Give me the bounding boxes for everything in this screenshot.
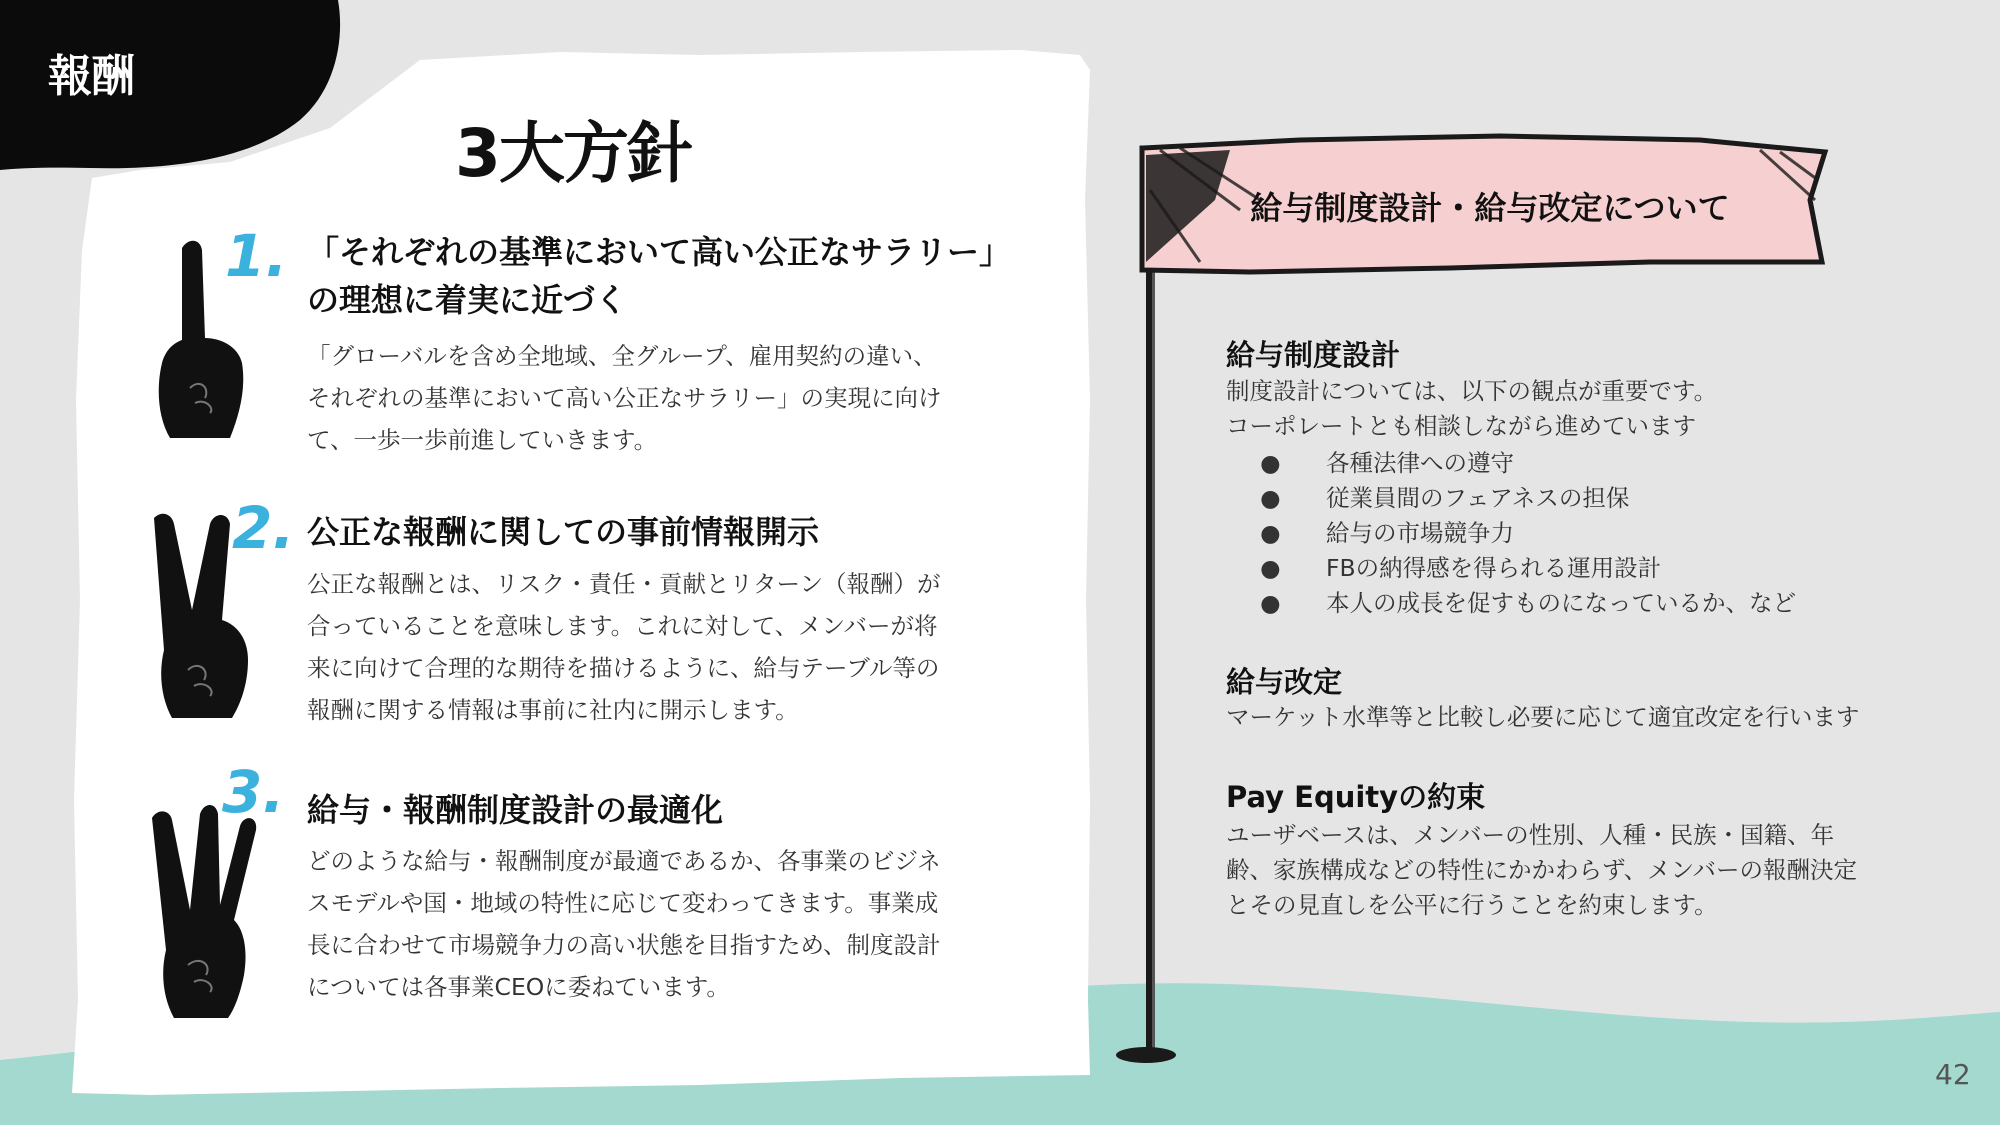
page-number: 42 [1935,1058,1971,1091]
policy-body-3 [307,840,997,1008]
policy-title-2: 公正な報酬に関しての事前情報開示 [307,513,820,551]
list-item-text: 本人の成長を促すものになっているか、など [1326,589,1796,617]
bullet-icon: ● [1260,554,1281,582]
list-item-text: 各種法律への遵守 [1326,449,1514,477]
section-label: 報酬 [48,51,134,102]
policy-body-1-line: 「グローバルを含め全地域、全グループ、雇用契約の違い、 [307,342,937,370]
policy-body-2 [307,563,997,731]
policy-title-1-line-1: 「それぞれの基準において高い公正なサラリー」 [307,233,1012,271]
design-body-line: コーポレートとも相談しながら進めています [1226,412,1696,440]
policy-body-1-line: それぞれの基準において高い公正なサラリー」の実現に向け [307,384,942,412]
policy-body-3-line: 長に合わせて市場競争力の高い状態を目指すため、制度設計 [307,931,941,959]
policy-title-1 [307,228,1047,324]
equity-body-line: ユーザベースは、メンバーの性別、人種・民族・国籍、年 [1226,821,1835,849]
revision-heading: 給与改定 [1226,665,1343,699]
bullet-icon: ● [1260,484,1281,512]
equity-body [1226,818,1906,923]
policy-body-3-line: どのような給与・報酬制度が最適であるか、各事業のビジネ [307,847,941,875]
policy-body-2-line: 合っていることを意味します。これに対して、メンバーが将 [307,612,938,640]
policy-body-3-line: スモデルや国・地域の特性に応じて変わってきます。事業成 [307,889,939,917]
list-item [1226,516,1796,551]
policy-number-1: 1. [225,222,288,290]
equity-heading: Pay Equityの約束 [1226,780,1486,814]
design-body-line: 制度設計については、以下の観点が重要です。 [1226,377,1718,405]
list-item-text: 給与の市場競争力 [1326,519,1514,547]
revision-body [1226,700,1906,735]
flag-pole-base [1116,1047,1176,1063]
policy-title-3: 給与・報酬制度設計の最適化 [307,791,724,829]
three-finger-hand-icon [148,800,268,1020]
design-points-list [1226,446,1796,621]
policy-body-3-line: については各事業CEOに委ねています。 [307,973,730,1001]
equity-body-line: とその見直しを公平に行うことを約束します。 [1226,891,1718,919]
list-item-text: FBの納得感を得られる運用設計 [1326,554,1662,582]
policy-body-2-line: 報酬に関する情報は事前に社内に開示します。 [307,696,799,724]
list-item [1226,586,1796,621]
policy-number-2: 2. [232,494,295,562]
bullet-icon: ● [1260,519,1281,547]
bullet-icon: ● [1260,449,1281,477]
policy-body-2-line: 公正な報酬とは、リスク・責任・貢献とリターン（報酬）が [307,570,941,598]
equity-body-line: 齢、家族構成などの特性にかかわらず、メンバーの報酬決定 [1226,856,1857,884]
list-item [1226,481,1796,516]
policy-title-1-line-2: の理想に着実に近づく [307,281,628,319]
policy-body-1 [307,335,997,461]
list-item [1226,551,1796,586]
flag-title: 給与制度設計・給与改定について [1250,189,1730,227]
policy-body-1-line: て、一歩一歩前進していきます。 [307,426,658,454]
policy-number-3: 3. [222,758,285,826]
page-title: 3大方針 [455,115,691,192]
list-item [1226,446,1796,481]
revision-body-line: マーケット水準等と比較し必要に応じて適宜改定を行います [1226,703,1860,731]
policy-body-2-line: 来に向けて合理的な期待を描けるように、給与テーブル等の [307,654,940,682]
list-item-text: 従業員間のフェアネスの担保 [1326,484,1630,512]
design-body [1226,374,1906,444]
bullet-icon: ● [1260,589,1281,617]
design-heading: 給与制度設計 [1226,338,1401,372]
